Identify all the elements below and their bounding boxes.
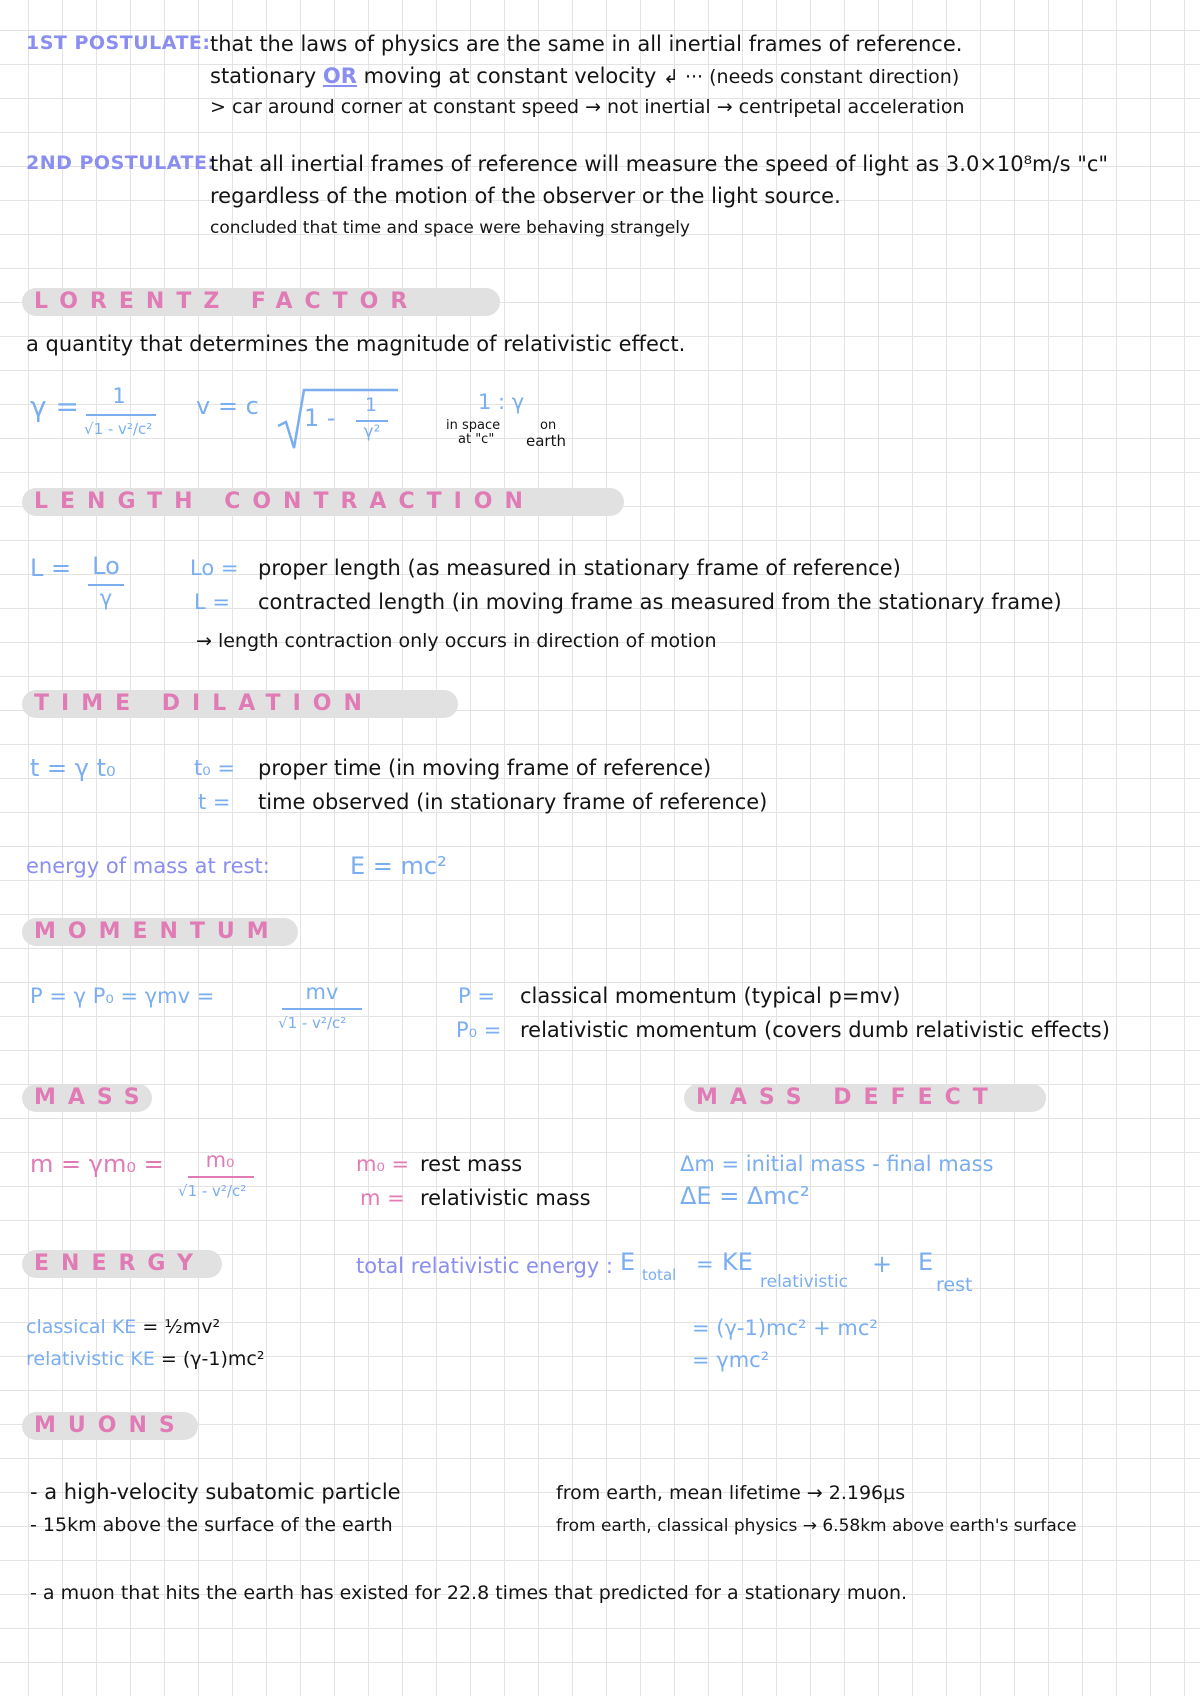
mass-denominator: √1 - v²/c² — [178, 1182, 247, 1200]
mass-banner: MASS — [22, 1084, 152, 1112]
lorentz-definition: a quantity that determines the magnitude of relativistic effect. — [26, 332, 686, 356]
momentum-banner: MOMENTUM — [22, 918, 298, 946]
second-postulate-line1: that all inertial frames of reference will measure the speed of light as 3.0×10⁸m/s "c" — [210, 152, 1109, 176]
v-inner: 1 - — [304, 404, 336, 432]
e-rest-sub: rest — [936, 1274, 973, 1296]
gamma-denominator: √1 - v²/c² — [84, 420, 153, 438]
muons-bullet-3: - a muon that hits the earth has existed for 22.8 times that predicted for a stationary muon. — [30, 1582, 908, 1604]
mass-def1-text: rest mass — [420, 1152, 523, 1176]
muons-right-2: from earth, classical physics → 6.58km above earth's surface — [556, 1516, 1077, 1536]
ke-sub: relativistic — [760, 1272, 848, 1292]
momentum-lhs: P = γ P₀ = γmv = — [30, 984, 215, 1008]
length-numerator: Lo — [92, 552, 120, 580]
muons-banner: MUONS — [22, 1412, 198, 1440]
mass-defect-line1: Δm = initial mass - final mass — [680, 1152, 994, 1176]
at-c-label: at "c" — [458, 432, 495, 447]
length-note: → length contraction only occurs in direction of motion — [196, 630, 717, 652]
mass-defect-banner: MASS DEFECT — [684, 1084, 1046, 1112]
classical-ke-label: classical KE — [26, 1316, 137, 1338]
direction-note: ↲ ··· (needs constant direction) — [663, 66, 960, 88]
length-def2-symbol: L = — [194, 590, 230, 614]
ratio: 1 : γ — [478, 390, 525, 414]
second-postulate-line2: regardless of the motion of the observer or the light source. — [210, 184, 841, 208]
mass-def1-symbol: m₀ = — [356, 1152, 410, 1176]
second-postulate-label: 2ND POSTULATE: — [26, 152, 216, 174]
e-rest-symbol: E — [918, 1248, 934, 1276]
first-postulate-label: 1ST POSTULATE: — [26, 32, 211, 54]
v-numerator: 1 — [364, 394, 378, 416]
momentum-fraction-line — [282, 1008, 362, 1010]
first-postulate-line2 — [210, 64, 959, 88]
stationary-text: stationary — [210, 64, 317, 88]
momentum-def2-text: relativistic momentum (covers dumb relativistic effects) — [520, 1018, 1110, 1042]
moving-text: moving at constant velocity — [363, 64, 657, 88]
time-def1-text: proper time (in moving frame of reference) — [258, 756, 712, 780]
relativistic-ke-label: relativistic KE — [26, 1348, 155, 1370]
rest-energy-label: energy of mass at rest: — [26, 854, 270, 878]
first-postulate-line1: that the laws of physics are the same in all inertial frames of reference. — [210, 32, 963, 56]
lorentz-banner: LORENTZ FACTOR — [22, 288, 500, 316]
second-postulate-line3: concluded that time and space were behaving strangely — [210, 218, 690, 238]
momentum-numerator: mv — [305, 980, 339, 1004]
total-energy-sub: total — [642, 1266, 677, 1284]
gamma-lhs: γ = — [30, 390, 79, 423]
momentum-denominator: √1 - v²/c² — [278, 1014, 347, 1032]
v-denominator: γ² — [363, 422, 381, 442]
mass-lhs: m = γm₀ = — [30, 1150, 164, 1178]
energy-line3: = γmc² — [692, 1348, 770, 1372]
energy-line2: = (γ-1)mc² + mc² — [692, 1316, 878, 1340]
momentum-def2-symbol: P₀ = — [456, 1018, 502, 1042]
on-label: on — [540, 418, 557, 433]
length-def1-text: proper length (as measured in stationary frame of reference) — [258, 556, 901, 580]
total-energy-label: total relativistic energy : — [356, 1254, 613, 1278]
length-lhs: L = — [30, 554, 72, 582]
classical-ke-formula: = ½mv² — [142, 1316, 221, 1338]
or-text: OR — [322, 64, 357, 88]
in-space-label: in space — [446, 418, 501, 433]
mass-def2-text: relativistic mass — [420, 1186, 591, 1210]
gamma-numerator: 1 — [112, 384, 126, 408]
length-denominator: γ — [99, 586, 113, 610]
total-energy-equals: = — [696, 1252, 714, 1276]
total-energy-e: E — [620, 1248, 636, 1276]
v-lhs: v = c — [196, 392, 259, 420]
muons-bullet-1: - a high-velocity subatomic particle — [30, 1480, 401, 1504]
time-formula: t = γ t₀ — [30, 754, 116, 782]
ke-symbol: KE — [722, 1248, 753, 1276]
energy-banner: ENERGY — [22, 1250, 222, 1278]
earth-label: earth — [526, 432, 566, 450]
momentum-def1-text: classical momentum (typical p=mv) — [520, 984, 901, 1008]
mass-defect-line2: ΔE = Δmc² — [680, 1182, 810, 1210]
mass-def2-symbol: m = — [360, 1186, 405, 1210]
classical-ke — [26, 1316, 220, 1338]
length-contraction-banner: LENGTH CONTRACTION — [22, 488, 624, 516]
relativistic-ke — [26, 1348, 264, 1370]
relativistic-ke-formula: = (γ-1)mc² — [160, 1348, 265, 1370]
gamma-fraction-line — [86, 414, 156, 416]
mass-fraction-line — [188, 1176, 254, 1178]
first-postulate-line3: > car around corner at constant speed → not inertial → centripetal acceleration — [210, 96, 965, 118]
length-def2-text: contracted length (in moving frame as measured from the stationary frame) — [258, 590, 1062, 614]
muons-bullet-2: - 15km above the surface of the earth — [30, 1514, 393, 1536]
momentum-def1-symbol: P = — [458, 984, 495, 1008]
rest-energy-formula: E = mc² — [350, 852, 447, 880]
time-def2-text: time observed (in stationary frame of reference) — [258, 790, 768, 814]
muons-right-1: from earth, mean lifetime → 2.196μs — [556, 1482, 906, 1504]
mass-numerator: m₀ — [205, 1148, 235, 1172]
time-def2-symbol: t = — [198, 790, 231, 814]
time-dilation-banner: TIME DILATION — [22, 690, 458, 718]
length-def1-symbol: Lo = — [190, 556, 239, 580]
plus-sign: + — [872, 1250, 893, 1278]
time-def1-symbol: t₀ = — [194, 756, 235, 780]
